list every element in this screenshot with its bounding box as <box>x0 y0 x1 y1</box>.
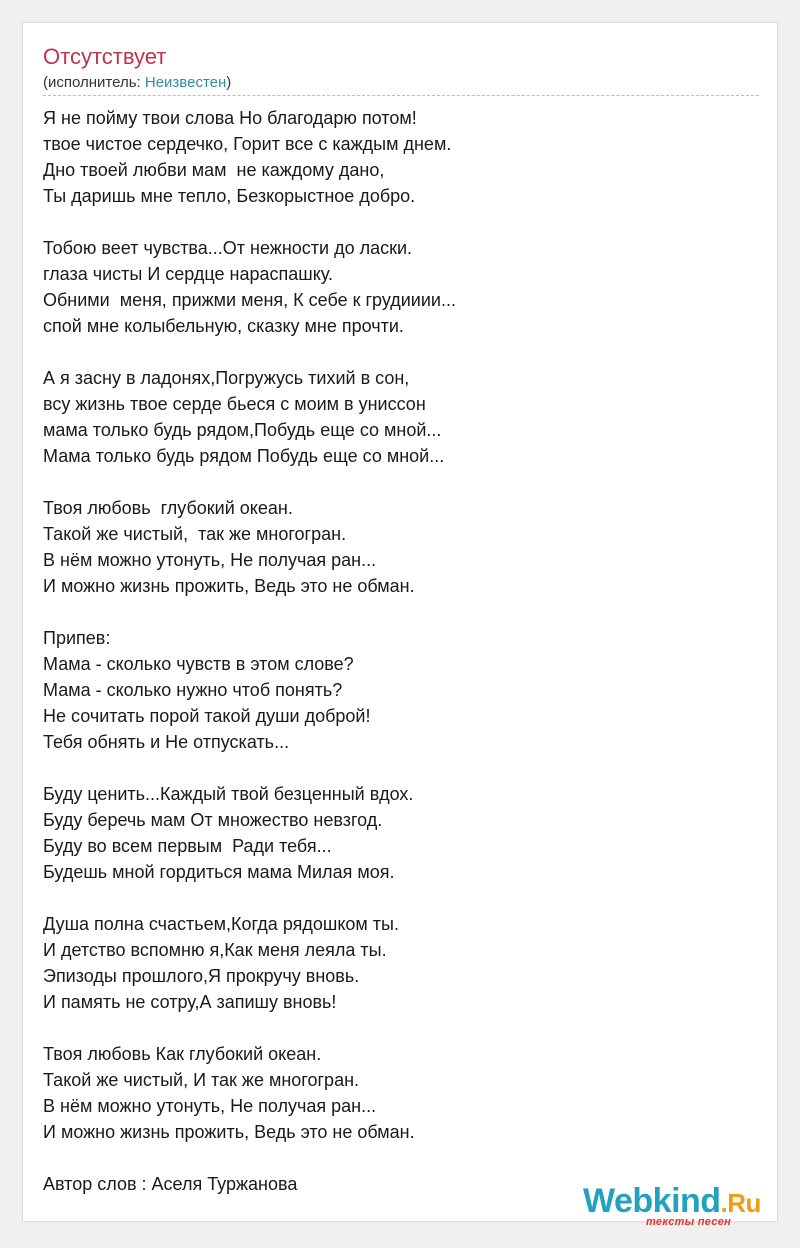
lyric-line: И память не сотру,А запишу вновь! <box>43 992 337 1012</box>
lyric-line: Мама только будь рядом Побудь еще со мной... <box>43 446 445 466</box>
lyric-line: Автор слов : Аселя Туржанова <box>43 1174 298 1194</box>
lyric-line: В нём можно утонуть, Не получая ран... <box>43 550 377 570</box>
artist-prefix: (исполнитель: <box>43 74 145 91</box>
stanza-gap <box>43 755 759 781</box>
stanza-gap <box>43 209 759 235</box>
stanza-gap <box>43 469 759 495</box>
lyric-line: И детство вспомню я,Как меня леяла ты. <box>43 940 387 960</box>
stanza-gap <box>43 599 759 625</box>
lyric-line: Не сочитать порой такой души доброй! <box>43 706 371 726</box>
song-title: Отсутствует <box>43 44 167 69</box>
lyric-line: мама только будь рядом,Побудь еще со мной... <box>43 420 442 440</box>
lyric-line: Обними меня, прижми меня, К себе к грудииии... <box>43 290 456 310</box>
lyric-line: Твоя любовь глубокий океан. <box>43 498 293 518</box>
lyrics-card <box>22 22 778 1228</box>
lyric-line: Припев: <box>43 628 111 648</box>
stanza-gap <box>43 339 759 365</box>
logo-main-text: Webkind <box>583 1182 721 1220</box>
lyric-line: Ты даришь мне тепло, Безкорыстное добро. <box>43 186 416 206</box>
lyric-line: И можно жизнь прожить, Ведь это не обман. <box>43 1122 415 1142</box>
stanza-gap <box>43 1145 759 1171</box>
lyric-line: Будешь мной гордиться мама Милая моя. <box>43 862 395 882</box>
lyric-line: всу жизнь твое серде бьеся с моим в униссон <box>43 394 426 414</box>
artist-link[interactable]: Неизвестен <box>144 74 227 91</box>
lyric-line: Дно твоей любви мам не каждому дано, <box>43 160 385 180</box>
lyric-line: Такой же чистый, И так же многогран. <box>43 1070 360 1090</box>
logo-tagline: тексты песен <box>646 1216 732 1228</box>
site-logo[interactable] <box>583 1181 783 1231</box>
lyrics-text <box>43 105 759 1197</box>
lyric-line: Такой же чистый, так же многогран. <box>43 524 347 544</box>
lyric-line: Мама - сколько нужно чтоб понять? <box>43 680 343 700</box>
stanza-gap <box>43 885 759 911</box>
lyric-line: Буду во всем первым Ради тебя... <box>43 836 332 856</box>
lyric-line: А я засну в ладонях,Погружусь тихий в сон, <box>43 368 410 388</box>
lyric-line: Буду ценить...Каждый твой безценный вдох. <box>43 784 414 804</box>
header-divider <box>43 95 759 96</box>
lyric-line: Душа полна счастьем,Когда рядошком ты. <box>43 914 399 934</box>
lyric-line: глаза чисты И сердце нараспашку. <box>43 264 333 284</box>
artist-line <box>43 73 231 93</box>
lyric-line: твое чистое сердечко, Горит все с каждым днем. <box>43 134 452 154</box>
stanza-gap <box>43 1015 759 1041</box>
lyric-line: Тобою веет чувства...От нежности до ласки. <box>43 238 413 258</box>
lyric-line: В нём можно утонуть, Не получая ран... <box>43 1096 377 1116</box>
logo-tld: .Ru <box>720 1188 761 1218</box>
lyric-line: Мама - сколько чувств в этом слове? <box>43 654 354 674</box>
lyric-line: Тебя обнять и Не отпускать... <box>43 732 290 752</box>
lyric-line: Я не пойму твои слова Но благодарю потом! <box>43 108 417 128</box>
lyric-line: Буду беречь мам От множество невзгод. <box>43 810 383 830</box>
artist-suffix: ) <box>226 74 232 91</box>
lyric-line: спой мне колыбельную, сказку мне прочти. <box>43 316 404 336</box>
lyric-line: Твоя любовь Как глубокий океан. <box>43 1044 322 1064</box>
lyric-line: И можно жизнь прожить, Ведь это не обман. <box>43 576 415 596</box>
lyric-line: Эпизоды прошлого,Я прокручу вновь. <box>43 966 360 986</box>
